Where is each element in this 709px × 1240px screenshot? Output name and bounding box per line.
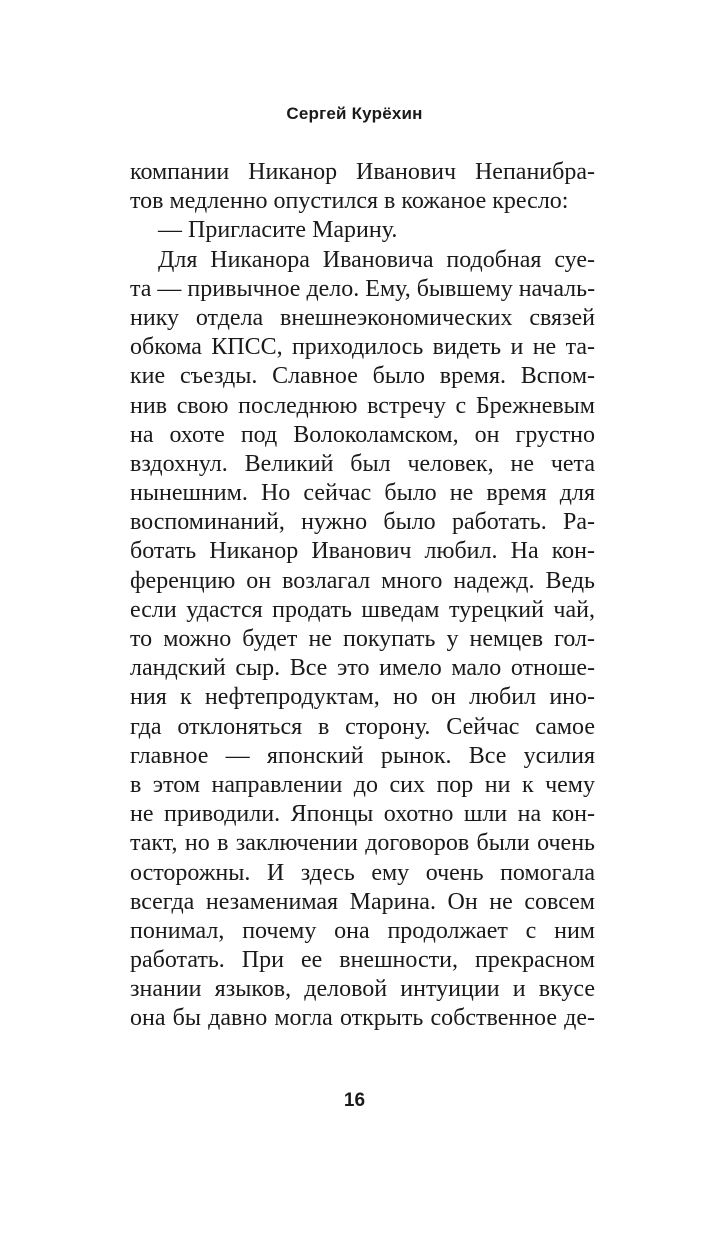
- text-line: воспоминаний, нужно было работать. Ра-: [130, 509, 595, 536]
- text-line: ференцию он возлагал много надежд. Ведь: [130, 567, 595, 594]
- text-line: компании Никанор Иванович Непанибра-: [130, 159, 595, 185]
- text-line: та — привычное дело. Ему, бывшему началь-: [130, 275, 595, 302]
- text-line: осторожны. И здесь ему очень помогала: [130, 859, 595, 886]
- text-line: гда отклоняться в сторону. Сейчас самое: [130, 713, 595, 740]
- text-line: ландский сыр. Все это имело мало отноше-: [130, 655, 595, 682]
- text-line: если удастся продать шведам турецкий чай,: [130, 596, 595, 623]
- page-number: 16: [343, 1090, 366, 1111]
- text-line: в этом направлении до сих пор ни к чему: [130, 771, 595, 798]
- text-line: нынешним. Но сейчас было не время для: [130, 480, 595, 507]
- paragraph-first-line: Для Никанора Ивановича подобная суе-: [158, 246, 595, 273]
- text-line: то можно будет не покупать у немцев гол-: [130, 626, 595, 652]
- text-line: на охоте под Волоколамском, он грустно: [130, 421, 595, 448]
- text-line: знании языков, деловой интуиции и вкусе: [130, 976, 595, 1003]
- text-line: главное — японский рынок. Все усилия: [130, 742, 595, 769]
- text-line: всегда незаменимая Марина. Он не совсем: [130, 888, 595, 915]
- text-line: нику отдела внешнеэкономических связей: [130, 304, 595, 331]
- text-line: тов медленно опустился в кожаное кресло:: [130, 188, 569, 215]
- text-line: не приводили. Японцы охотно шли на кон-: [130, 801, 595, 828]
- text-line: кие съезды. Славное было время. Вспом-: [130, 363, 595, 390]
- text-line: вздохнул. Великий был человек, не чета: [130, 450, 595, 477]
- dialogue-line: — Пригласите Марину.: [158, 217, 398, 244]
- text-line: нив свою последнюю встречу с Брежневым: [130, 392, 595, 419]
- text-line: обкома КПСС, приходилось видеть и не та-: [130, 334, 595, 361]
- body-text: [130, 158, 595, 1034]
- text-line: такт, но в заключении договоров были очень: [130, 830, 595, 857]
- text-line: понимал, почему она продолжает с ним: [130, 917, 595, 944]
- text-line: ния к нефтепродуктам, но он любил ино-: [130, 684, 595, 711]
- running-head-author: Сергей Курёхин: [286, 104, 423, 123]
- text-line: она бы давно могла открыть собственное де-: [130, 1005, 595, 1032]
- text-line: ботать Никанор Иванович любил. На кон-: [130, 538, 595, 565]
- text-line: работать. При ее внешности, прекрасном: [130, 947, 595, 974]
